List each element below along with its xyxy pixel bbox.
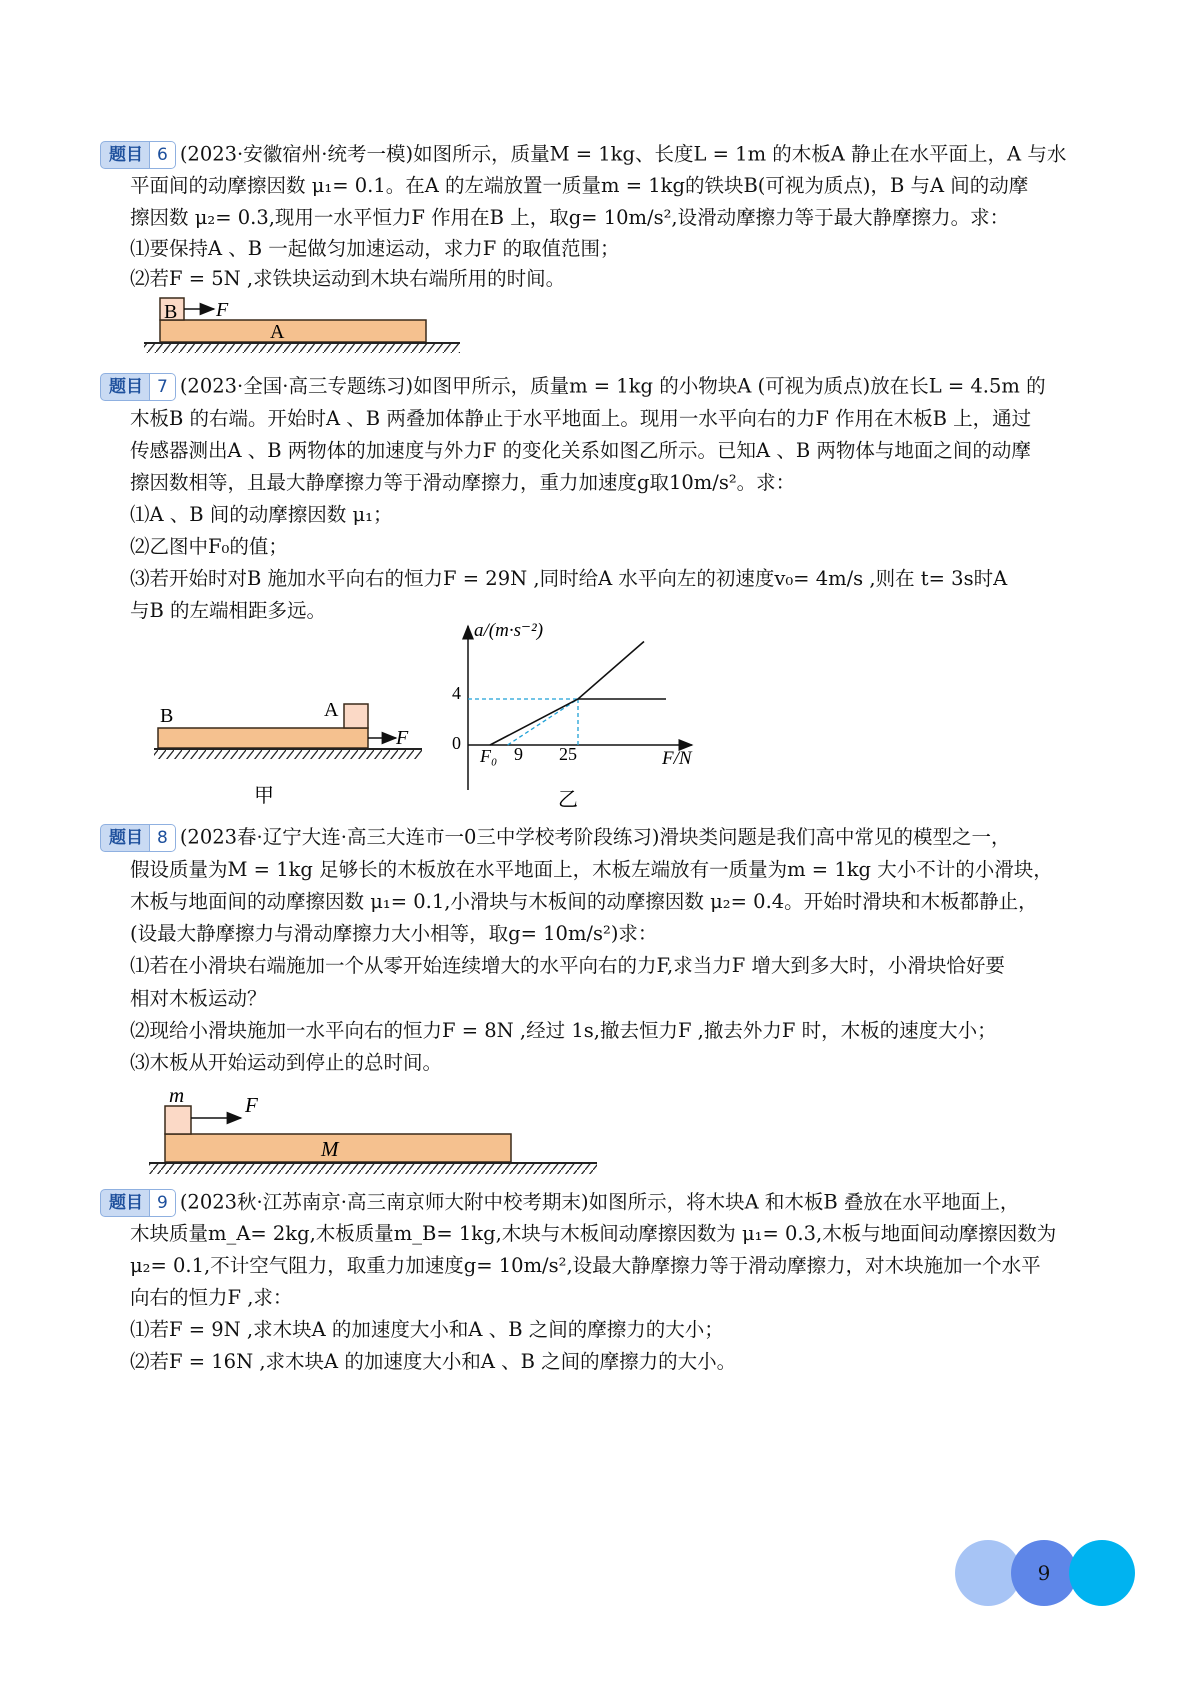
problem-line: ⑴A 、B 间的动摩擦因数 μ₁；	[130, 503, 393, 526]
problem-line: 传感器测出A 、B 两物体的加速度与外力F 的变化关系如图乙所示。已知A 、B 两物体与地面之间的动摩	[130, 439, 1031, 462]
x-tick-label-9: 9	[514, 744, 523, 764]
block-a-label: A	[324, 699, 339, 721]
problem-line: ⑴若F = 9N ,求木块A 的加速度大小和A 、B 之间的摩擦力的大小；	[130, 1318, 724, 1341]
problem-line: 平面间的动摩擦因数 μ₁= 0.1。在A 的左端放置一质量m = 1kg的铁块B(可视为质点)，B 与A 间的动摩	[130, 174, 1029, 197]
problem-line: 与B 的左端相距多远。	[130, 599, 327, 622]
ground-hatch	[154, 750, 422, 759]
ground-hatch	[144, 344, 460, 353]
problem-line: 向右的恒力F ,求：	[130, 1286, 293, 1309]
block-m	[165, 1106, 191, 1134]
force-label: F	[216, 299, 229, 321]
problem-line: ⑶木板从开始运动到停止的总时间。	[130, 1051, 443, 1074]
page-number-badge	[955, 1534, 1130, 1614]
board-b-label: B	[160, 705, 174, 727]
problem-line: ⑶若开始时对B 施加水平向右的恒力F = 29N ,同时给A 水平向左的初速度v₀= 4m/s ,则在 t= 3s时A	[130, 567, 1008, 590]
caption-jia: 甲	[254, 785, 274, 807]
figure-problem-6	[140, 292, 480, 364]
y-axis-label: a/(m·s⁻²)	[474, 620, 544, 641]
problem-badge: 题目 8	[100, 824, 176, 852]
block-m-label: m	[169, 1090, 185, 1107]
problem-line: ⑴要保持A 、B 一起做匀加速运动，求力F 的取值范围；	[130, 237, 620, 260]
problem-line: 木板与地面间的动摩擦因数 μ₁= 0.1,小滑块与木板间的动摩擦因数 μ₂= 0.4。开始时滑块和木板都静止，	[130, 890, 1038, 913]
origin-label: 0	[452, 733, 461, 753]
figure-problem-7-yi	[440, 612, 730, 817]
f0-label: F₀	[480, 746, 498, 766]
force-label: F	[245, 1093, 258, 1117]
problem-line: ⑵若F = 5N ,求铁块运动到木块右端所用的时间。	[130, 267, 566, 290]
problem-line: ⑴若在小滑块右端施加一个从零开始连续增大的水平向右的力F,求当力F 增大到多大时，小滑块恰好要	[130, 954, 1005, 977]
board-a-label: A	[270, 321, 285, 343]
figure-problem-8	[145, 1090, 625, 1180]
figure-problem-7-jia	[150, 690, 470, 820]
problem-line: ⑵若F = 16N ,求木块A 的加速度大小和A 、B 之间的摩擦力的大小。	[130, 1350, 737, 1373]
board-b	[158, 728, 368, 748]
problem-line: 题目 8 (2023春·辽宁大连·高三大连市一0三中学校考阶段练习)滑块类问题是我们高中常见的模型之一，	[100, 824, 1010, 852]
chart-guides	[468, 699, 578, 745]
ground-hatch	[149, 1164, 597, 1174]
x-axis-label: F/N	[662, 748, 692, 769]
problem-line: ⑵现给小滑块施加一水平向右的恒力F = 8N ,经过 1s,撤去恒力F ,撤去外力F 时，木板的速度大小；	[130, 1019, 997, 1042]
dashed-guide-line	[508, 699, 578, 745]
decor-circle	[1069, 1540, 1135, 1606]
problem-line: 擦因数 μ₂= 0.3,现用一水平恒力F 作用在B 上，取g= 10m/s²,设滑动摩擦力等于最大静摩擦力。求：	[130, 206, 1010, 229]
series-line	[490, 642, 644, 746]
problem-line: 擦因数相等，且最大静摩擦力等于滑动摩擦力，重力加速度g取10m/s²。求：	[130, 471, 796, 494]
problem-badge: 题目 9	[100, 1189, 176, 1217]
block-b-label: B	[164, 301, 178, 323]
problem-line: 题目 6 (2023·安徽宿州·统考一模)如图所示，质量M = 1kg、长度L = 1m 的木板A 静止在水平面上，A 与水	[100, 141, 1066, 169]
problem-line: 木块质量m_A= 2kg,木板质量m_B= 1kg,木块与木板间动摩擦因数为 μ₁= 0.3,木板与地面间动摩擦因数为	[130, 1222, 1057, 1245]
problem-line: 木板B 的右端。开始时A 、B 两叠加体静止于水平地面上。现用一水平向右的力F 作用在木板B 上，通过	[130, 407, 1032, 430]
board-a	[160, 320, 426, 342]
x-tick-label-25: 25	[559, 744, 577, 764]
caption-yi: 乙	[558, 789, 578, 811]
problem-line: ⑵乙图中F₀的值；	[130, 535, 288, 558]
board-m-label: M	[321, 1137, 339, 1161]
problem-badge: 题目 7	[100, 373, 176, 401]
y-tick-label-4: 4	[452, 683, 461, 703]
problem-line: 题目 9 (2023秋·江苏南京·高三南京师大附中校考期末)如图所示，将木块A 和木板B 叠放在水平地面上，	[100, 1189, 1019, 1217]
force-label: F	[396, 727, 409, 749]
problem-line: 题目 7 (2023·全国·高三专题练习)如图甲所示，质量m = 1kg 的小物块A (可视为质点)放在长L = 4.5m 的	[100, 373, 1046, 401]
problem-line: μ₂= 0.1,不计空气阻力，取重力加速度g= 10m/s²,设最大静摩擦力等于滑动摩擦力，对木块施加一个水平	[130, 1254, 1041, 1277]
problem-line: 相对木板运动？	[130, 987, 267, 1010]
problem-badge: 题目 6	[100, 141, 176, 169]
problem-line: (设最大静摩擦力与滑动摩擦力大小相等，取g= 10m/s²)求：	[130, 922, 658, 945]
block-a	[344, 704, 368, 728]
problem-line: 假设质量为M = 1kg 足够长的木板放在水平地面上，木板左端放有一质量为m = 1kg 大小不计的小滑块，	[130, 858, 1053, 881]
page-number: 9	[1037, 1561, 1051, 1585]
